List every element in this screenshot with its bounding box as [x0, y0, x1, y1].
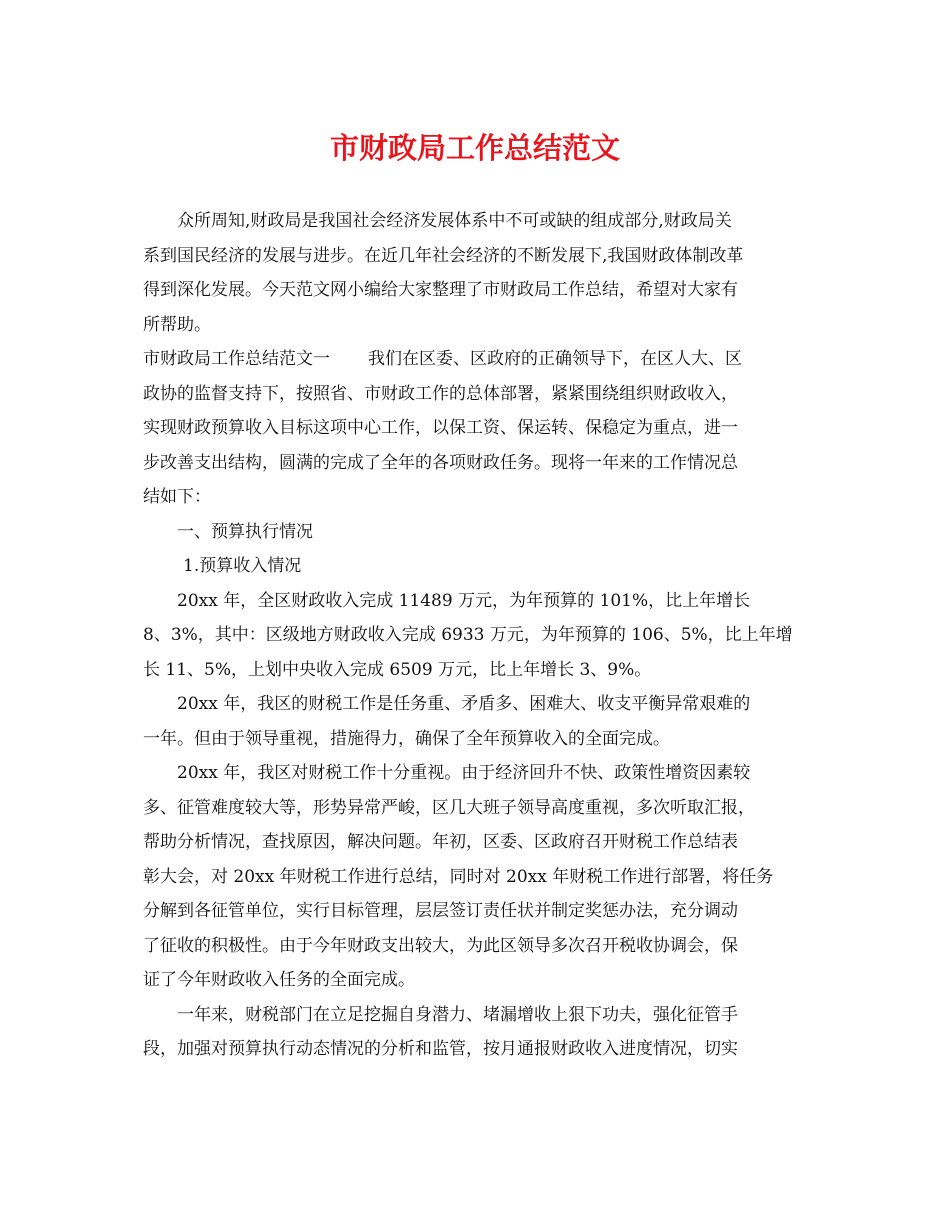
subtitle-text: 市财政局工作总结范文一 [143, 349, 330, 369]
text-line: 实现财政预算收入目标这项中心工作，以保工资、保运转、保稳定为重点，进一 [143, 418, 738, 438]
section-heading: 一、预算执行情况 [177, 521, 313, 542]
text-line: 一年。但由于领导重视，措施得力，确保了全年预算收入的全面完成。 [143, 728, 670, 749]
text-line: 帮助分析情况，查找原因，解决问题。年初，区委、区政府召开财税工作总结表 [143, 832, 738, 852]
document-body [143, 204, 823, 1067]
text-line: 结如下： [143, 487, 211, 507]
text-line: 20xx 年，我区对财税工作十分重视。由于经济回升不快、政策性增资因素较 [177, 763, 751, 783]
text-line: 政协的监督支持下，按照省、市财政工作的总体部署，紧紧围绕组织财政收入， [143, 383, 738, 404]
text-line: 一年来，财税部门在立足挖掘自身潜力、堵漏增收上狠下功夫，强化征管手 [177, 1004, 738, 1025]
text-line: 分解到各征管单位，实行目标管理，层层签订责任状并制定奖惩办法，充分调动 [143, 901, 738, 921]
text-line: 20xx 年，我区的财税工作是任务重、矛盾多、困难大、收支平衡异常艰难的 [177, 694, 751, 714]
subsection-heading: 1.预算收入情况 [183, 556, 302, 576]
text-line: 步改善支出结构，圆满的完成了全年的各项财政任务。现将一年来的工作情况总 [143, 452, 738, 473]
text-line: 8、3%，其中：区级地方财政收入完成 6933 万元，为年预算的 106、5%，比上年增 [143, 625, 793, 645]
text-line: 长 11、5%，上划中央收入完成 6509 万元，比上年增长 3、9%。 [143, 659, 652, 680]
document-title: 市财政局工作总结范文 [329, 131, 620, 165]
text-line: 系到国民经济的发展与进步。在近几年社会经济的不断发展下,我国财政体制改革 [143, 245, 744, 266]
text-line: 彰大会，对 20xx 年财税工作进行总结，同时对 20xx 年财税工作进行部署，将任务 [143, 866, 774, 887]
text-line-section-intro [143, 342, 823, 377]
text-line: 得到深化发展。今天范文网小编给大家整理了市财政局工作总结，希望对大家有 [143, 280, 738, 300]
text-line: 众所周知,财政局是我国社会经济发展体系中不可或缺的组成部分,财政局关 [177, 211, 732, 231]
text-line: 20xx 年，全区财政收入完成 11489 万元，为年预算的 101%，比上年增长 [177, 590, 751, 611]
text-line: 所帮助。 [143, 314, 211, 335]
text-line: 段，加强对预算执行动态情况的分析和监管，按月通报财政收入进度情况，切实 [143, 1039, 738, 1059]
text-line: 了征收的积极性。由于今年财政支出较大，为此区领导多次召开税收协调会，保 [143, 935, 738, 956]
text-line: 多、征管难度较大等，形势异常严峻，区几大班子领导高度重视，多次听取汇报， [143, 797, 755, 818]
text-line: 证了今年财政收入任务的全面完成。 [143, 970, 415, 990]
text-segment: 我们在区委、区政府的正确领导下，在区人大、区 [368, 349, 742, 369]
